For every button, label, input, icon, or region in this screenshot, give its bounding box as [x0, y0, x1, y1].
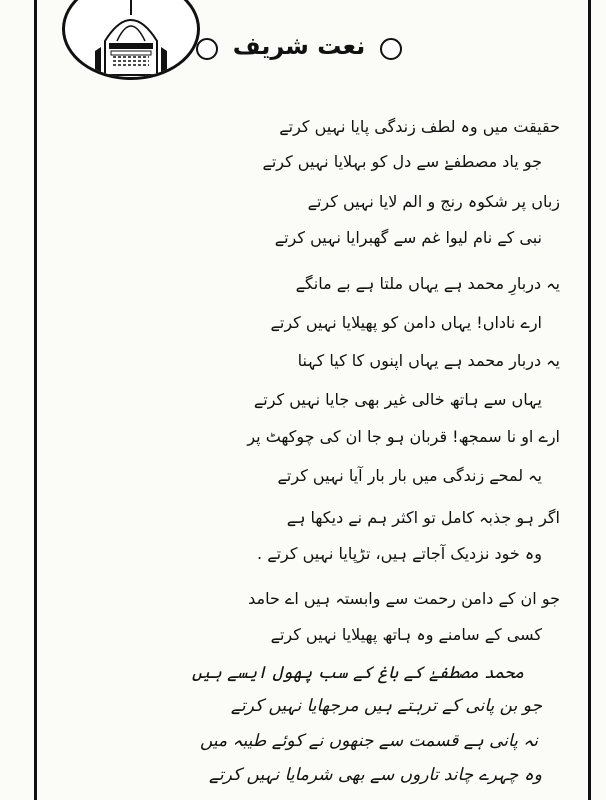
- verse-line-12: وہ خود نزدیک آجاتے ہیں، تڑپایا نہیں کرتے .: [257, 544, 542, 563]
- verse-line-7: یہ دربار محمد ہے یہاں اپنوں کا کیا کہنا: [297, 351, 560, 370]
- circle-ornament-icon: [380, 38, 402, 60]
- verse-line-4: نبی کے نام لیوا غم سے گھبرایا نہیں کرتے: [274, 228, 542, 247]
- verse-line-1: حقیقت میں وہ لطف زندگی پایا نہیں کرتے: [279, 117, 560, 136]
- verse-line-8: یہاں سے ہاتھ خالی غیر بھی جایا نہیں کرتے: [253, 390, 542, 409]
- verse-line-13: جو ان کے دامن رحمت سے وابستہ ہیں اے حامد: [248, 589, 560, 608]
- verse-line-9: ارے او نا سمجھ! قربان ہو جا ان کی چوکھٹ پر: [247, 427, 560, 446]
- verse-line-3: زباں پر شکوہ رنج و الم لایا نہیں کرتے: [307, 192, 560, 211]
- circle-ornament-icon: [196, 38, 218, 60]
- verse-line-18: وہ چہرے چاند تاروں سے بھی شرمایا نہیں کرتے: [208, 765, 542, 785]
- verse-line-17: نہ پانی ہے قسمت سے جنھوں نے کوئے طیبہ میں: [199, 731, 538, 751]
- verse-line-2: جو یاد مصطفےٰ سے دل کو بہلایا نہیں کرتے: [262, 152, 542, 171]
- left-border-rule: [34, 0, 37, 800]
- page-title: نعت شریف: [232, 32, 366, 60]
- verse-line-14: کسی کے سامنے وہ ہاتھ پھیلایا نہیں کرتے: [270, 625, 542, 644]
- right-border-rule: [588, 0, 591, 800]
- verse-line-15: محمد مصطفےٰ کے باغ کے سب پھول ایسے ہیں: [191, 663, 524, 683]
- verse-line-6: ارے ناداں! یہاں دامن کو پھیلایا نہیں کرتے: [270, 313, 542, 332]
- title-row: [180, 32, 420, 72]
- verse-line-5: یہ دربارِ محمد ہے یہاں ملتا ہے بے مانگے: [295, 274, 560, 293]
- verse-line-16: جو بن پانی کے ترہتے ہیں مرجھایا نہیں کرتے: [230, 696, 542, 716]
- verse-line-11: اگر ہو جذبہ کامل تو اکثر ہم نے دیکھا ہے: [286, 508, 560, 527]
- verse-line-10: یہ لمحے زندگی میں بار بار آیا نہیں کرتے: [277, 466, 542, 485]
